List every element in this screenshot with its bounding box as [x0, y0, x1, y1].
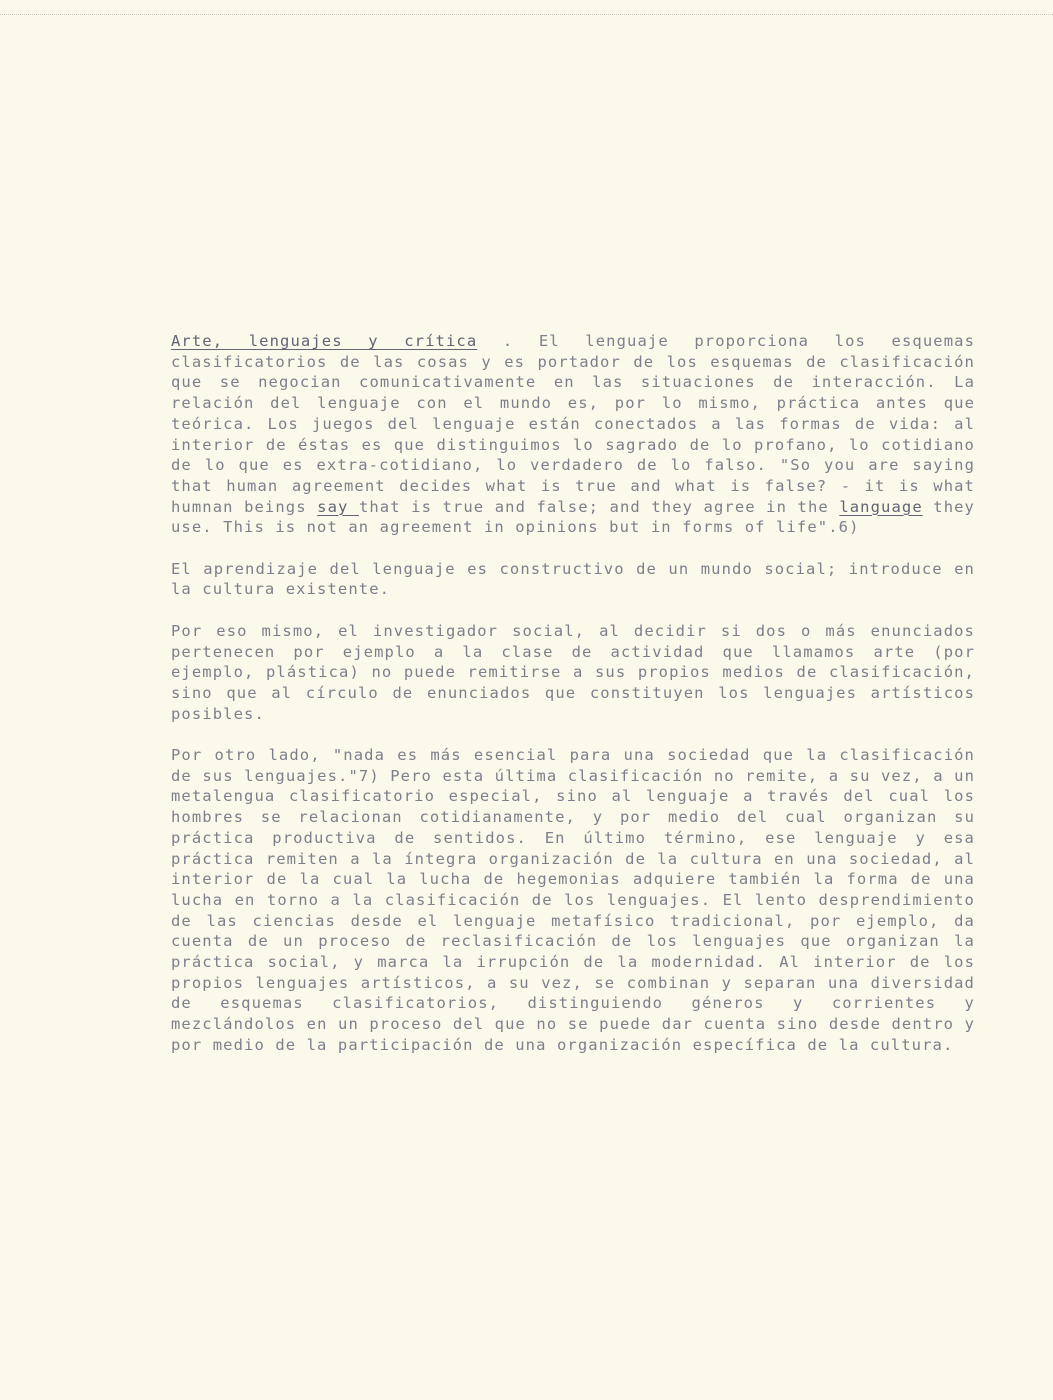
- typewritten-text-block: [171, 331, 975, 1076]
- paragraph-text: Por otro lado, "nada es más esencial para una sociedad que la clasificación de sus lenguajes."7) Pero esta última clasificación no remite, a su vez, a un metalengua clasificatorio especial, sino al lenguaje a través del cual los hombres se relacionan cotidianamente, y por medio del cual organizan su práctica productiva de sentidos. En último término, ese lenguaje y esa práctica remiten a la íntegra organización de la cultura en una sociedad, al interior de la cual la lucha de hegemonias adquiere también la forma de una lucha en torno a la clasificación de los lenguajes. El lento desprendimiento de las ciencias desde el lenguaje metafísico tradicional, por ejemplo, da cuenta de un proceso de reclasificación de los lenguajes que organizan la práctica social, y marca la irrupción de la modernidad. Al interior de los propios lenguajes artísticos, a su vez, se combinan y separan una diversidad de esquemas clasificatorios, distinguiendo géneros y corrientes y mezclándolos en un proceso del que no se puede dar cuenta sino desde dentro y por medio de la participación de una organización específica de la cultura.: [171, 746, 975, 1054]
- paragraph-arte-lenguajes: [171, 331, 975, 538]
- paragraph-investigador-social: [171, 621, 975, 725]
- paragraph-aprendizaje: [171, 559, 975, 600]
- underlined-word-language: language: [839, 497, 923, 516]
- paragraph-text: that is true and false; and they agree in the: [358, 497, 840, 516]
- paragraph-text: Por eso mismo, el investigador social, al decidir si dos o más enunciados pertenecen por ejemplo a la clase de actividad que llamamos arte (por ejemplo, plástica) no puede remitirse a sus propios medios de clasificación, sino que al círculo de enunciados que constituyen los lenguajes artísticos posibles.: [171, 621, 975, 723]
- paragraph-clasificacion-lenguajes: [171, 745, 975, 1056]
- paragraph-text: they use. This is not an agreement in opinions but in forms of life".6): [171, 497, 975, 537]
- underlined-word-say: say: [317, 497, 359, 516]
- paragraph-text: . El lenguaje proporciona los esquemas clasificatorios de las cosas y es portador de los esquemas de clasificación que se negocian comunicativamente en las situaciones de interacción. La relación del lenguaje con el mundo es, por lo mismo, práctica antes que teórica. Los juegos del lenguaje están conectados a las formas de vida: al interior de éstas es que distinguimos lo sagrado de lo profano, lo cotidiano de lo que es extra-cotidiano, lo verdadero de lo falso. "So you are saying that human agreement decides what is true and what is false? - it is what humnan beings: [171, 332, 975, 516]
- section-title-underlined: Arte, lenguajes y crítica: [171, 332, 478, 350]
- paragraph-text: El aprendizaje del lenguaje es constructivo de un mundo social; introduce en la cultura existente.: [171, 559, 975, 599]
- paper-top-edge: [0, 14, 1053, 15]
